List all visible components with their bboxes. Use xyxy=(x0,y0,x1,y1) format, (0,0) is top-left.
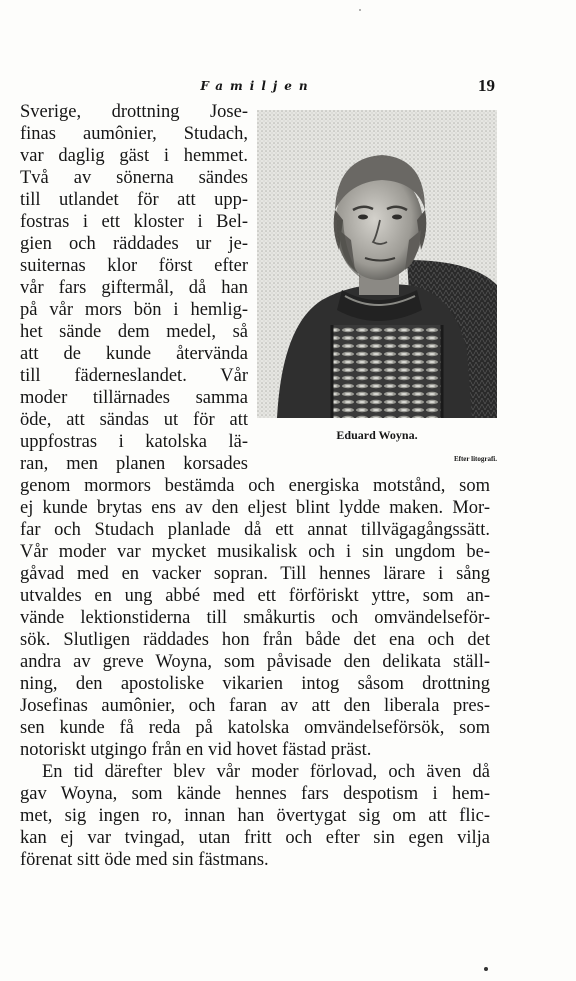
portrait-figure xyxy=(257,110,497,472)
text-line: gien och räddades ur je- xyxy=(20,234,248,254)
text-line: på vår mors bön i hemlig- xyxy=(20,300,248,320)
text-line: far och Studach planlade då ett annat tillvägagångssätt. xyxy=(20,520,490,540)
text-line: förenat sitt öde med sin fästmans. xyxy=(20,850,269,870)
text-line: var daglig gäst i hemmet. xyxy=(20,146,248,166)
text-line: till utlandet för att upp- xyxy=(20,190,248,210)
text-line: fostras i ett kloster i Bel- xyxy=(20,212,248,232)
text-line: att de kunde återvända xyxy=(20,344,248,364)
text-line: vår fars giftermål, då han xyxy=(20,278,248,298)
text-line: notoriskt utgingo från en vid hovet fästad präst. xyxy=(20,740,372,760)
text-line: genom mormors bestämda och energiska motstånd, som xyxy=(20,476,490,496)
text-line: öde, att sändas ut för att xyxy=(20,410,248,430)
text-line: met, sig ingen ro, innan han övertygat sig om att flic- xyxy=(20,806,490,826)
text-line: Josefinas aumônier, och faran av att den liberala pres- xyxy=(20,696,490,716)
text-line: het sände dem medel, så xyxy=(20,322,248,342)
text-line: ran, men planen korsades xyxy=(20,454,248,474)
running-title: Familjen xyxy=(200,79,315,93)
text-line: vände lektionstiderna till småkurtis och omvändelseför- xyxy=(20,608,490,628)
text-line: sen kunde få reda på katolska omvändelseförsök, som xyxy=(20,718,490,738)
page-header xyxy=(20,76,495,100)
text-line: till fäderneslandet. Vår xyxy=(20,366,248,386)
text-line: ej kunde brytas ens av den eljest blint lydde maken. Mor- xyxy=(20,498,490,518)
text-line: En tid därefter blev vår moder förlovad, och även då xyxy=(42,762,490,782)
text-line: Sverige, drottning Jose- xyxy=(20,102,248,122)
text-line: Vår moder var mycket musikalisk och i sin ungdom be- xyxy=(20,542,490,562)
figure-credit: Efter litografi. xyxy=(453,455,497,463)
text-line: finas aumônier, Studach, xyxy=(20,124,248,144)
paper-mark xyxy=(484,967,488,971)
text-line: ning, den apostoliske vikarien intog såsom drottning xyxy=(20,674,490,694)
text-line: suiternas klor först efter xyxy=(20,256,248,276)
paper-speck xyxy=(359,9,361,11)
text-line: utvaldes en ung abbé med ett förföriskt yttre, som an- xyxy=(20,586,490,606)
text-line: kan ej var tvingad, utan fritt och efter sin egen vilja xyxy=(20,828,490,848)
text-line: gåvad med en vacker sopran. Till hennes lärare i sång xyxy=(20,564,490,584)
text-line: Två av sönerna sändes xyxy=(20,168,248,188)
text-line: uppfostras i katolska lä- xyxy=(20,432,248,452)
figure-caption: Eduard Woyna. xyxy=(336,428,418,442)
portrait-image xyxy=(257,110,497,418)
text-line: sök. Slutligen räddades hon från både det ena och det xyxy=(20,630,490,650)
page-number: 19 xyxy=(478,76,495,95)
text-line: moder tillärnades samma xyxy=(20,388,248,408)
text-line: andra av greve Woyna, som påvisade den delikata ställ- xyxy=(20,652,490,672)
text-line: gav Woyna, som kände hennes fars despotism i hem- xyxy=(20,784,490,804)
